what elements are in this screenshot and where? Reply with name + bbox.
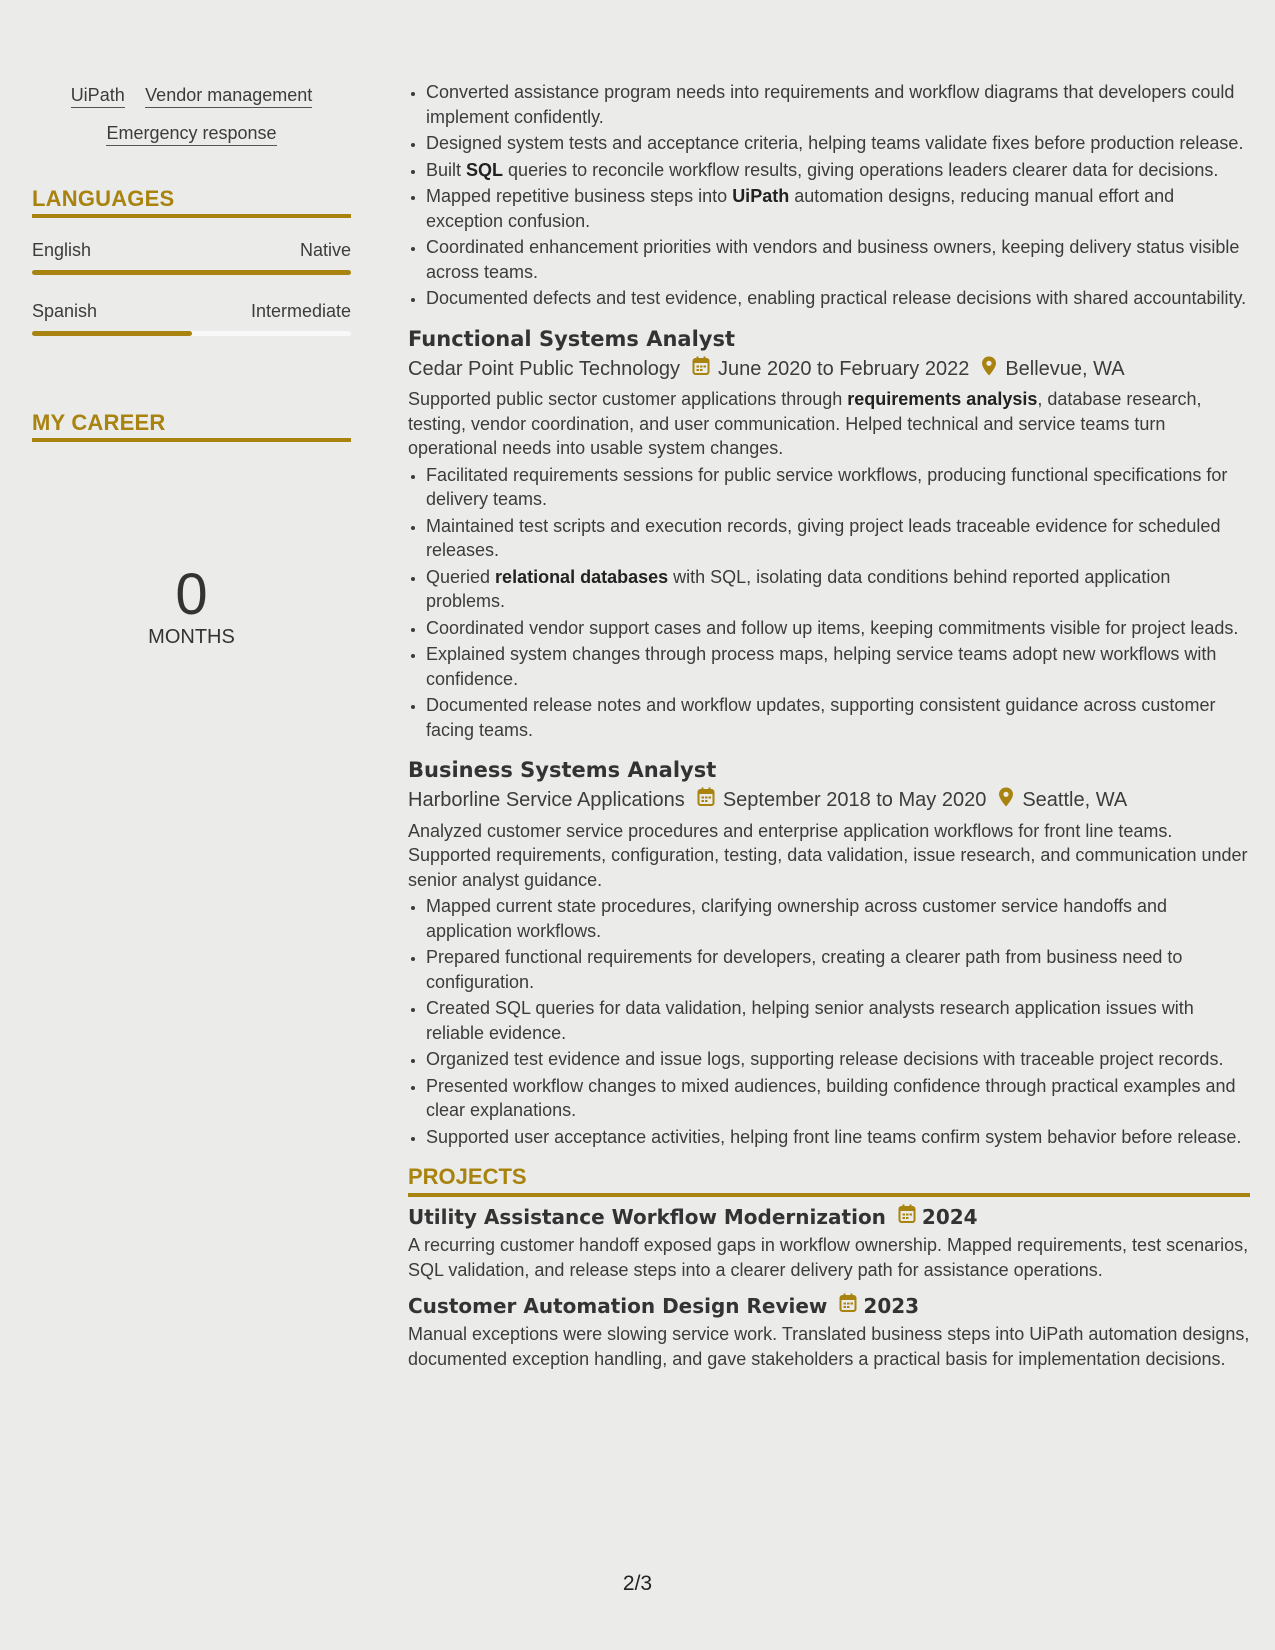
calendar-icon xyxy=(697,787,715,814)
bullet-item: • Supported user acceptance activities, helping front line teams confirm system behavior before release. xyxy=(426,1125,1250,1150)
skill-tags-row-1 xyxy=(32,84,351,108)
project-title: Customer Automation Design Review xyxy=(408,1294,828,1318)
project-header xyxy=(408,1292,1250,1320)
bullet-item: • Maintained test scripts and execution records, giving project leads traceable evidence for scheduled releases. xyxy=(426,514,1250,563)
job-bullet-list xyxy=(408,463,1250,743)
career-heading: MY CAREER xyxy=(32,410,351,442)
language-name: English xyxy=(32,240,92,260)
main-content xyxy=(408,80,1250,1381)
skill-tags-row-2 xyxy=(32,122,351,146)
project-description: A recurring customer handoff exposed gaps in workflow ownership. Mapped requirements, test scenarios, SQL validation, and release steps into a clearer delivery path for assistance operations. xyxy=(408,1235,1249,1280)
job-company: Harborline Service Applications xyxy=(408,789,685,811)
sidebar xyxy=(32,84,351,649)
job-summary: Supported public sector customer applications through requirements analysis, database research, testing, vendor coordination, and user communication. Helped technical and service teams turn operational needs into usable system changes. xyxy=(408,389,1202,458)
job-dates: June 2020 to February 2022 xyxy=(718,357,970,380)
bullet-item: • Presented workflow changes to mixed audiences, building confidence through practical examples and clear explanations. xyxy=(426,1074,1250,1123)
languages-heading: LANGUAGES xyxy=(32,186,351,218)
bullet-item: • Converted assistance program needs into requirements and workflow diagrams that developers could implement confidently. xyxy=(426,80,1250,129)
career-value: 0 xyxy=(175,562,208,627)
calendar-icon xyxy=(692,356,710,383)
project-entry xyxy=(408,1203,1250,1282)
map-pin-icon xyxy=(981,356,997,383)
language-item xyxy=(32,240,351,275)
bullet-item: • Organized test evidence and issue logs, supporting release decisions with traceable project records. xyxy=(426,1047,1250,1072)
calendar-icon xyxy=(898,1203,916,1231)
bullet-item: • Designed system tests and acceptance criteria, helping teams validate fixes before production release. xyxy=(426,131,1250,156)
job-entry xyxy=(408,325,1250,743)
project-year: 2023 xyxy=(863,1294,920,1318)
projects-heading: PROJECTS xyxy=(408,1163,1250,1197)
job-dates: September 2018 to May 2020 xyxy=(722,789,987,811)
bullet-item: • Coordinated enhancement priorities with vendors and business owners, keeping delivery status visible across teams. xyxy=(426,235,1250,284)
job-summary: Analyzed customer service procedures and enterprise application workflows for front line teams. Supported requirements, configuration, testing, data validation, issue research, and communication under senior analyst guidance. xyxy=(408,820,1248,890)
bullet-item: • Created SQL queries for data validation, helping senior analysts research application issues with reliable evidence. xyxy=(426,996,1250,1045)
project-year: 2024 xyxy=(921,1205,978,1229)
skill-tag: Vendor management xyxy=(145,84,312,108)
project-description: Manual exceptions were slowing service work. Translated business steps into UiPath automation designs, documented exception handling, and gave stakeholders a practical basis for implementation decisions. xyxy=(408,1324,1250,1369)
bullet-item: • Prepared functional requirements for developers, creating a clearer path from business need to configuration. xyxy=(426,945,1250,994)
language-bar-fill xyxy=(32,331,192,336)
career-unit: MONTHS xyxy=(148,626,235,648)
job-meta xyxy=(408,356,1250,383)
bullet-item: • Queried relational databases with SQL, isolating data conditions behind reported application problems. xyxy=(426,565,1250,614)
language-name: Spanish xyxy=(32,301,98,321)
job-company: Cedar Point Public Technology xyxy=(408,357,681,380)
job-title: Business Systems Analyst xyxy=(408,758,717,782)
job-bullet-list xyxy=(408,894,1250,1149)
language-item xyxy=(32,301,351,336)
skill-tag: Emergency response xyxy=(106,122,276,146)
bullet-item: • Built SQL queries to reconcile workflow results, giving operations leaders clearer data for decisions. xyxy=(426,158,1250,183)
language-level: Native xyxy=(299,240,351,260)
skill-tag: UiPath xyxy=(71,84,125,108)
project-header xyxy=(408,1203,1250,1231)
job-title: Functional Systems Analyst xyxy=(408,326,736,351)
language-bar xyxy=(32,270,351,275)
intro-bullet-list xyxy=(408,80,1250,311)
map-pin-icon xyxy=(998,787,1014,814)
language-bar xyxy=(32,331,351,336)
job-location: Bellevue, WA xyxy=(1005,357,1125,380)
bullet-item: • Mapped repetitive business steps into UiPath automation designs, reducing manual effort and exception confusion. xyxy=(426,184,1250,233)
job-location: Seattle, WA xyxy=(1022,789,1128,811)
language-level: Intermediate xyxy=(250,301,351,321)
project-entry xyxy=(408,1292,1250,1371)
bullet-item: • Facilitated requirements sessions for public service workflows, producing functional specifications for delivery teams. xyxy=(426,463,1250,512)
bullet-item: • Explained system changes through process maps, helping service teams adopt new workflows with confidence. xyxy=(426,642,1250,691)
career-summary xyxy=(32,562,351,649)
page-number: 2/3 xyxy=(622,1572,653,1595)
job-entry xyxy=(408,756,1250,1149)
bullet-item: • Coordinated vendor support cases and follow up items, keeping commitments visible for project leads. xyxy=(426,616,1250,641)
project-title: Utility Assistance Workflow Modernization xyxy=(408,1205,886,1229)
job-meta xyxy=(408,787,1250,814)
bullet-item: • Documented defects and test evidence, enabling practical release decisions with shared accountability. xyxy=(426,286,1250,311)
language-bar-fill xyxy=(32,270,351,275)
bullet-item: • Mapped current state procedures, clarifying ownership across customer service handoffs and application workflows. xyxy=(426,894,1250,943)
calendar-icon xyxy=(839,1292,857,1320)
bullet-item: • Documented release notes and workflow updates, supporting consistent guidance across customer facing teams. xyxy=(426,693,1250,742)
